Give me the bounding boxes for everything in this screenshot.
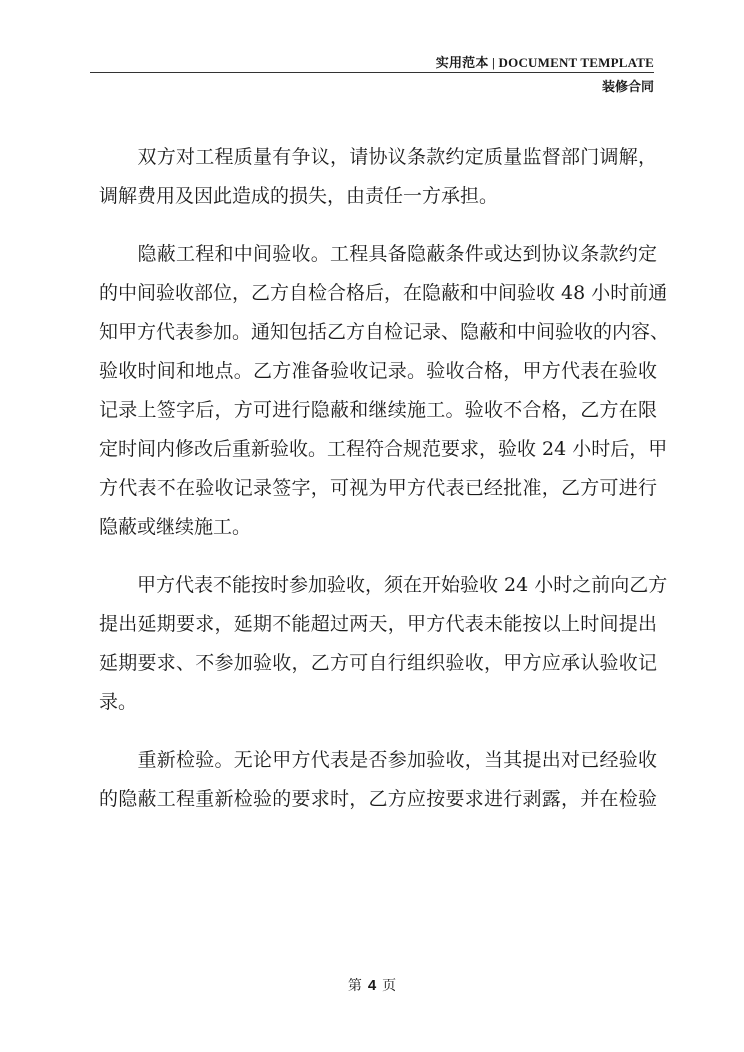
text-line: 知甲方代表参加。通知包括乙方自检记录、隐蔽和中间验收的内容、 bbox=[99, 321, 670, 343]
paragraph bbox=[99, 741, 657, 819]
page-suffix: 页 bbox=[382, 978, 397, 994]
paragraph bbox=[99, 235, 670, 547]
header-divider bbox=[90, 72, 654, 73]
page-number: 4 bbox=[367, 977, 377, 994]
paragraph bbox=[99, 138, 657, 216]
text-line: 的隐蔽工程重新检验的要求时，乙方应按要求进行剥露，并在检验 bbox=[99, 788, 657, 810]
text-line: 记录上签字后，方可进行隐蔽和继续施工。验收不合格，乙方在限 bbox=[99, 399, 657, 421]
text-line: 隐蔽或继续施工。 bbox=[99, 516, 252, 538]
text-line: 定时间内修改后重新验收。工程符合规范要求，验收 24 小时后，甲 bbox=[99, 438, 668, 460]
text-line: 双方对工程质量有争议，请协议条款约定质量监督部门调解， bbox=[99, 146, 657, 168]
text-line: 录。 bbox=[99, 691, 138, 713]
document-body bbox=[99, 138, 670, 819]
paragraph bbox=[99, 566, 668, 722]
text-line: 甲方代表不能按时参加验收，须在开始验收 24 小时之前向乙方 bbox=[99, 574, 668, 596]
text-line: 的中间验收部位，乙方自检合格后，在隐蔽和中间验收 48 小时前通 bbox=[99, 282, 668, 304]
page-prefix: 第 bbox=[347, 978, 362, 994]
header-subtitle: 装修合同 bbox=[601, 80, 654, 95]
text-line: 调解费用及因此造成的损失，由责任一方承担。 bbox=[99, 185, 499, 207]
text-line: 隐蔽工程和中间验收。工程具备隐蔽条件或达到协议条款约定 bbox=[99, 243, 657, 265]
text-line: 延期要求、不参加验收，乙方可自行组织验收，甲方应承认验收记 bbox=[99, 652, 657, 674]
header-brand: 实用范本 | DOCUMENT TEMPLATE bbox=[435, 55, 654, 70]
page-footer bbox=[0, 975, 744, 995]
text-line: 提出延期要求，延期不能超过两天，甲方代表未能按以上时间提出 bbox=[99, 613, 657, 635]
text-line: 方代表不在验收记录签字，可视为甲方代表已经批准，乙方可进行 bbox=[99, 477, 657, 499]
text-line: 验收时间和地点。乙方准备验收记录。验收合格，甲方代表在验收 bbox=[99, 360, 657, 382]
text-line: 重新检验。无论甲方代表是否参加验收，当其提出对已经验收 bbox=[99, 749, 657, 771]
